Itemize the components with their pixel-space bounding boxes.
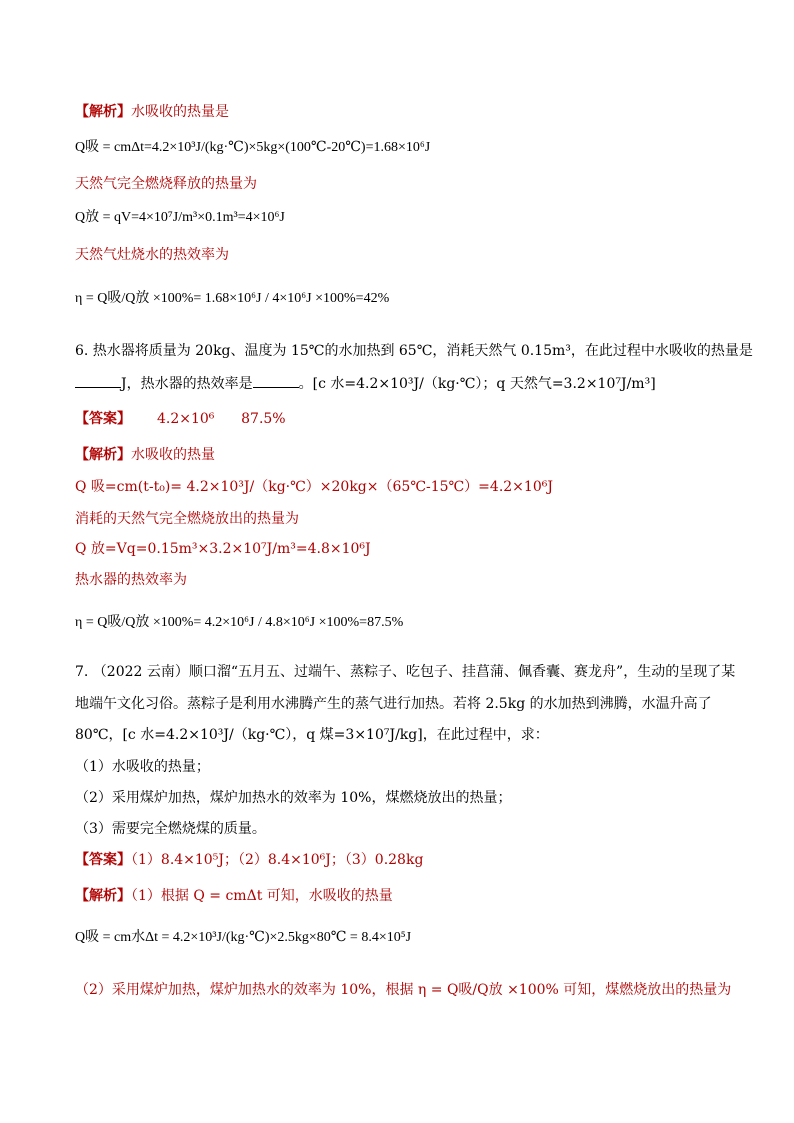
analysis-text: （1）根据 Q = cmΔt 可知，水吸收的热量 bbox=[131, 888, 393, 904]
analysis-text: 水吸收的热量是 bbox=[131, 104, 229, 120]
q6-answer: 4.2×10⁶ 87.5% bbox=[157, 411, 286, 427]
heading-2: 天然气完全燃烧释放的热量为 bbox=[75, 176, 257, 192]
answer-blank-2[interactable] bbox=[253, 373, 299, 388]
answer-tag: 【答案】 bbox=[75, 852, 131, 868]
q6-heading-2: 消耗的天然气完全燃烧放出的热量为 bbox=[75, 511, 299, 527]
q6-line2 bbox=[75, 373, 656, 394]
q7-equation-1: Q吸 = cm水Δt = 4.2×10³J/(kg·℃)×2.5kg×80℃ = 8.4×10⁵J bbox=[75, 930, 412, 945]
analysis-text: 水吸收的热量 bbox=[131, 447, 215, 463]
q6-equation-1: Q 吸=cm(t-t₀)= 4.2×10³J/（kg·℃）×20kg×（65℃-15℃）=4.2×10⁶J bbox=[75, 479, 553, 495]
heading-3: 天然气灶烧水的热效率为 bbox=[75, 247, 229, 263]
q6-line1: 6. 热水器将质量为 20kg、温度为 15℃的水加热到 65℃，消耗天然气 0.15m³，在此过程中水吸收的热量是 bbox=[75, 343, 753, 359]
analysis-tag: 【解析】 bbox=[75, 888, 131, 904]
equation-3: η = Q吸/Q放 ×100%= 1.68×10⁶J / 4×10⁶J ×100%=42% bbox=[75, 291, 390, 306]
q6-line2-a: J，热水器的热效率是 bbox=[121, 376, 253, 392]
q7-last-line: （2）采用煤炉加热，煤炉加热水的效率为 10%，根据 η = Q吸/Q放 ×100% 可知，煤燃烧放出的热量为 bbox=[75, 982, 732, 998]
q6-heading-3: 热水器的热效率为 bbox=[75, 572, 187, 588]
analysis-tag: 【解析】 bbox=[75, 104, 131, 120]
q7-sub-2: （2）采用煤炉加热，煤炉加热水的效率为 10%，煤燃烧放出的热量； bbox=[75, 790, 512, 806]
q6-equation-2: Q 放=Vq=0.15m³×3.2×10⁷J/m³=4.8×10⁶J bbox=[75, 541, 371, 557]
analysis-tag: 【解析】 bbox=[75, 447, 131, 463]
equation-2: Q放 = qV=4×10⁷J/m³×0.1m³=4×10⁶J bbox=[75, 210, 285, 225]
analysis-line bbox=[75, 102, 229, 122]
answer-tag: 【答案】 bbox=[75, 411, 131, 427]
q7-line3: 80℃，[c 水=4.2×10³J/（kg·℃），q 煤=3×10⁷J/kg]，在此过程中，求： bbox=[75, 727, 549, 743]
q7-sub-1: （1）水吸收的热量； bbox=[75, 759, 210, 775]
q7-answer: （1）8.4×10⁵J；（2）8.4×10⁶J；（3）0.28kg bbox=[131, 852, 424, 868]
q6-analysis-line bbox=[75, 445, 215, 465]
q6-equation-3: η = Q吸/Q放 ×100%= 4.2×10⁶J / 4.8×10⁶J ×100%=87.5% bbox=[75, 615, 404, 630]
q7-sub-3: （3）需要完全燃烧煤的质量。 bbox=[75, 821, 266, 837]
q7-analysis-line bbox=[75, 886, 393, 906]
q7-line1: 7. （2022 云南）顺口溜“五月五、过端午、蒸粽子、吃包子、挂菖蒲、佩香囊、赛龙舟”，生动的呈现了某 bbox=[75, 664, 736, 680]
equation-1: Q吸 = cmΔt=4.2×10³J/(kg·℃)×5kg×(100℃-20℃)=1.68×10⁶J bbox=[75, 140, 431, 155]
q7-line2: 地端午文化习俗。蒸粽子是利用水沸腾产生的蒸气进行加热。若将 2.5kg 的水加热到沸腾，水温升高了 bbox=[75, 696, 712, 712]
answer-blank-1[interactable] bbox=[75, 373, 121, 388]
q6-answer-line bbox=[75, 409, 286, 429]
q6-line2-b: 。[c 水=4.2×10³J/（kg·℃）；q 天然气=3.2×10⁷J/m³] bbox=[298, 376, 656, 392]
q7-answer-line bbox=[75, 850, 423, 870]
